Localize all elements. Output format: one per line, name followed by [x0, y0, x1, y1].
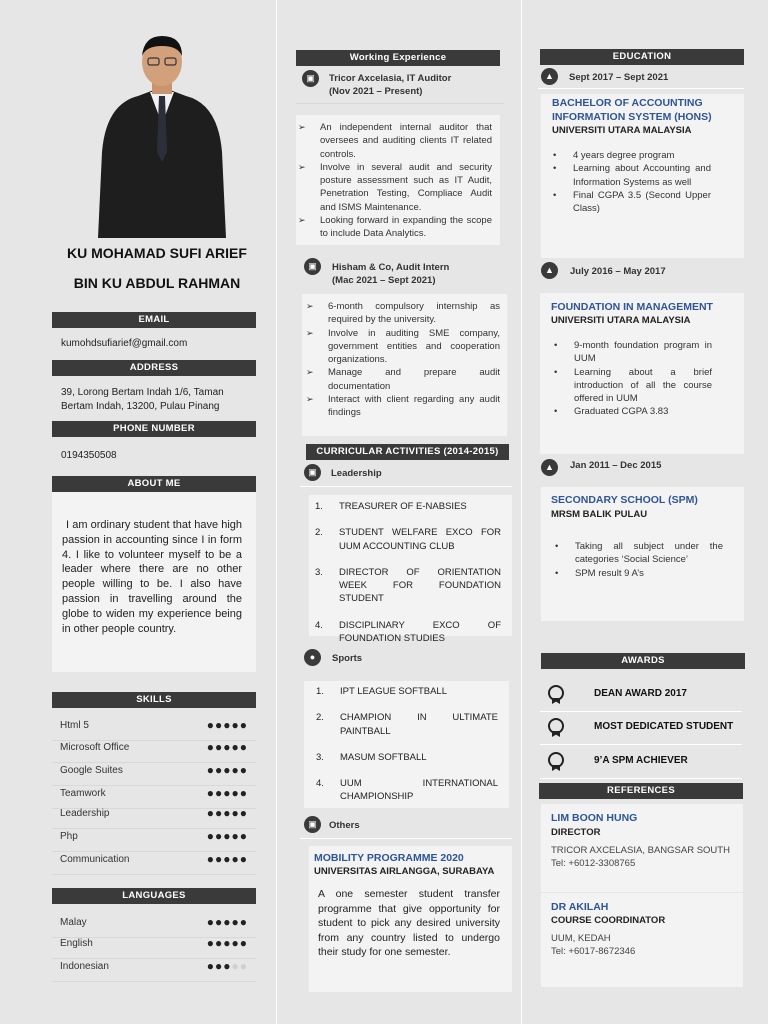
briefcase-icon: ▣ [304, 258, 321, 275]
name-line-1: KU MOHAMAD SUFI ARIEF [67, 245, 247, 261]
education-header: EDUCATION [540, 49, 744, 65]
curricular-header: CURRICULAR ACTIVITIES (2014-2015) [306, 444, 509, 460]
graduation-cap-icon: ▲ [541, 262, 558, 279]
leadership-card [309, 495, 512, 645]
briefcase-icon: ▣ [304, 464, 321, 481]
rating-dot: ● [239, 936, 248, 950]
reference-role: COURSE COORDINATOR [551, 915, 666, 926]
rating-dot: ● [215, 786, 224, 800]
education-points [553, 540, 723, 580]
rating-dot: ● [239, 959, 248, 973]
degree-title: SECONDARY SCHOOL (SPM) [551, 494, 698, 506]
education-point: • 9-month foundation program in UUM [552, 339, 712, 366]
education-points [551, 149, 711, 215]
rating-dot: ● [231, 740, 240, 754]
award-label: DEAN AWARD 2017 [594, 688, 687, 699]
rating-dot: ● [215, 915, 224, 929]
address-value: 39, Lorong Bertam Indah 1/6, Taman Bertam Indah, 13200, Pulau Pinang [61, 387, 224, 412]
job-period: (Mac 2021 – Sept 2021) [332, 275, 436, 286]
skill-row [52, 718, 256, 741]
rating-dot: ● [223, 786, 232, 800]
sports-item: 2. CHAMPION IN ULTIMATE PAINTBALL [316, 712, 498, 737]
skill-row [52, 763, 256, 786]
reference-phone: Tel: +6017-8672346 [551, 946, 636, 957]
skill-row [52, 740, 256, 763]
others-label: Others [329, 820, 360, 831]
reference-org: TRICOR AXCELASIA, BANGSAR SOUTH [551, 845, 730, 856]
job-title [329, 72, 451, 98]
school-name: UNIVERSITI UTARA MALAYSIA [552, 125, 692, 136]
rating-dot: ● [231, 718, 240, 732]
mobility-description: A one semester student transfer programme that give opportunity for student to pick any desired university from any country listed to undergo their study for one semester. [318, 888, 500, 958]
job-title-text: Tricor Axcelasia, IT Auditor [329, 73, 452, 84]
skill-rating [207, 852, 248, 866]
rating-dot: ● [206, 786, 215, 800]
language-row [52, 936, 256, 959]
job-point: ➢ Interact with client regarding any audit findings [304, 393, 500, 420]
education-point: • Learning about Accounting and Information Systems as well [551, 162, 711, 189]
language-label: Malay [60, 917, 87, 928]
job-card [302, 294, 507, 436]
language-rating [207, 959, 248, 973]
rating-dot: ● [231, 852, 240, 866]
divider [538, 88, 744, 89]
divider [300, 486, 512, 487]
education-period: July 2016 – May 2017 [570, 266, 666, 277]
skill-rating [207, 740, 248, 754]
rating-dot: ● [215, 829, 224, 843]
rating-dot: ● [239, 915, 248, 929]
skill-rating [207, 829, 248, 843]
skill-row [52, 829, 256, 852]
rating-dot: ● [223, 915, 232, 929]
experience-header: Working Experience [296, 50, 500, 66]
language-label: Indonesian [60, 961, 109, 972]
rating-dot: ● [215, 852, 224, 866]
phone-header: PHONE NUMBER [52, 421, 256, 437]
leadership-label: Leadership [331, 468, 382, 479]
sports-label: Sports [332, 653, 363, 664]
skill-rating [207, 806, 248, 820]
about-text: I am ordinary student that have high passion in accounting since I in form 4. I like to volunteer myself to be a leader where there are no other people willing to be. I also have passion in travelling around the globe to widen my experience being in other people country. [62, 519, 242, 635]
about-header: ABOUT ME [52, 476, 256, 492]
job-points [296, 121, 492, 241]
skill-label: Microsoft Office [60, 742, 130, 753]
rating-dot: ● [215, 936, 224, 950]
rating-dot: ● [231, 763, 240, 777]
rating-dot: ● [223, 740, 232, 754]
rating-dot: ● [206, 740, 215, 754]
mobility-card [309, 846, 512, 992]
rating-dot: ● [206, 806, 215, 820]
rating-dot: ● [239, 763, 248, 777]
rating-dot: ● [239, 806, 248, 820]
rating-dot: ● [239, 829, 248, 843]
awards-header: AWARDS [541, 653, 745, 669]
education-points [552, 339, 712, 419]
rating-dot: ● [206, 852, 215, 866]
skill-label: Leadership [60, 808, 110, 819]
rating-dot: ● [239, 718, 248, 732]
skill-rating [207, 718, 248, 732]
divider [296, 103, 504, 104]
language-row [52, 915, 256, 938]
school-name: MRSM BALIK PULAU [551, 509, 648, 520]
reference-card [541, 893, 743, 987]
briefcase-icon: ▣ [304, 816, 321, 833]
job-title-text: Hisham & Co, Audit Intern [332, 262, 450, 273]
degree-title: FOUNDATION IN MANAGEMENT [551, 301, 713, 313]
award-label: MOST DEDICATED STUDENT [594, 721, 734, 732]
job-card [296, 115, 500, 245]
job-point: ➢ 6-month compulsory internship as required by the university. [304, 300, 500, 327]
address-header: ADDRESS [52, 360, 256, 376]
sports-card [304, 681, 509, 808]
language-row [52, 959, 256, 982]
rating-dot: ● [215, 959, 224, 973]
rating-dot: ● [215, 718, 224, 732]
rating-dot: ● [231, 959, 240, 973]
rating-dot: ● [206, 829, 215, 843]
rating-dot: ● [239, 852, 248, 866]
name-line-2: BIN KU ABDUL RAHMAN [73, 275, 241, 291]
phone-value: 0194350508 [61, 450, 117, 461]
reference-name: DR AKILAH [551, 901, 609, 913]
rating-dot: ● [206, 763, 215, 777]
skill-label: Google Suites [60, 765, 123, 776]
education-card [540, 293, 744, 454]
skill-rating [207, 786, 248, 800]
reference-phone: Tel: +6012-3308765 [551, 858, 636, 869]
skill-rating [207, 763, 248, 777]
rating-dot: ● [215, 763, 224, 777]
sports-item: 1. IPT LEAGUE SOFTBALL [316, 686, 448, 697]
rating-dot: ● [206, 936, 215, 950]
rating-dot: ● [223, 806, 232, 820]
reference-card [541, 804, 743, 892]
job-title [332, 261, 449, 287]
rating-dot: ● [223, 763, 232, 777]
rating-dot: ● [231, 936, 240, 950]
email-value: kumohdsufiarief@gmail.com [61, 338, 188, 349]
education-card [541, 94, 744, 258]
reference-name: LIM BOON HUNG [551, 812, 638, 824]
graduation-cap-icon: ▲ [541, 459, 558, 476]
ball-icon: ● [304, 649, 321, 666]
job-point: ➢ An independent internal auditor that oversees and auditing clients IT related controls. [296, 121, 492, 161]
rating-dot: ● [206, 718, 215, 732]
briefcase-icon: ▣ [302, 70, 319, 87]
leadership-list [315, 500, 501, 658]
education-point: • Learning about a brief introduction of all the course offered in UUM [552, 366, 712, 406]
medal-icon [548, 718, 564, 734]
mobility-title: MOBILITY PROGRAMME 2020 [314, 852, 464, 864]
rating-dot: ● [223, 959, 232, 973]
education-point: • Taking all subject under the categories ‘Social Science’ [553, 540, 723, 567]
rating-dot: ● [223, 718, 232, 732]
skill-label: Html 5 [60, 720, 89, 731]
reference-role: DIRECTOR [551, 827, 601, 838]
rating-dot: ● [206, 915, 215, 929]
sports-item: 4. UUM INTERNATIONAL CHAMPIONSHIP [316, 778, 498, 803]
skill-label: Teamwork [60, 788, 106, 799]
column-divider [521, 0, 522, 1024]
leadership-item: 4. DISCIPLINARY EXCO OF FOUNDATION STUDIES [315, 619, 501, 645]
medal-icon [548, 752, 564, 768]
job-point: ➢ Involve in auditing SME company, government entities and cooperation organizations. [304, 327, 500, 367]
education-period: Jan 2011 – Dec 2015 [570, 460, 662, 471]
rating-dot: ● [231, 786, 240, 800]
language-rating [207, 936, 248, 950]
rating-dot: ● [231, 806, 240, 820]
education-period: Sept 2017 – Sept 2021 [569, 72, 669, 83]
profile-photo [96, 32, 228, 238]
person-silhouette [96, 32, 228, 238]
references-header: REFERENCES [539, 783, 743, 799]
award-row [540, 712, 742, 745]
rating-dot: ● [206, 959, 215, 973]
email-header: EMAIL [52, 312, 256, 328]
rating-dot: ● [231, 829, 240, 843]
job-points [304, 300, 500, 420]
sports-item: 3. MASUM SOFTBALL [316, 751, 427, 763]
rating-dot: ● [231, 915, 240, 929]
rating-dot: ● [239, 786, 248, 800]
language-rating [207, 915, 248, 929]
language-label: English [60, 938, 93, 949]
graduation-cap-icon: ▲ [541, 68, 558, 85]
skill-row [52, 852, 256, 875]
skill-label: Communication [60, 854, 130, 865]
reference-org: UUM, KEDAH [551, 933, 611, 944]
education-point: • Graduated CGPA 3.83 [552, 405, 712, 418]
skills-header: SKILLS [52, 692, 256, 708]
education-card [541, 487, 744, 621]
award-row [540, 746, 742, 779]
school-name: UNIVERSITI UTARA MALAYSIA [551, 315, 691, 326]
job-point: ➢ Manage and prepare audit documentation [304, 366, 500, 393]
rating-dot: ● [223, 936, 232, 950]
about-card [52, 492, 256, 672]
languages-header: LANGUAGES [52, 888, 256, 904]
rating-dot: ● [223, 852, 232, 866]
skill-label: Php [60, 831, 78, 842]
education-point: • Final CGPA 3.5 (Second Upper Class) [551, 189, 711, 216]
medal-icon [548, 685, 564, 701]
job-point: ➢ Looking forward in expanding the scope to include Data Analytics. [296, 214, 492, 241]
skill-row [52, 806, 256, 829]
degree-title: BACHELOR OF ACCOUNTING INFORMATION SYSTEM (HONS) [552, 97, 712, 123]
rating-dot: ● [215, 806, 224, 820]
award-row [540, 679, 742, 712]
award-label: 9’A SPM ACHIEVER [594, 755, 688, 766]
education-point: • 4 years degree program [551, 149, 711, 162]
sports-list [316, 685, 498, 817]
rating-dot: ● [215, 740, 224, 754]
leadership-item: 2. STUDENT WELFARE EXCO FOR UUM ACCOUNTING CLUB [315, 527, 501, 552]
rating-dot: ● [223, 829, 232, 843]
job-period: (Nov 2021 – Present) [329, 86, 423, 97]
rating-dot: ● [239, 740, 248, 754]
job-point: ➢ Involve in several audit and security posture assessment such as IT Audit, Penetration Testing, Compliace Audit and ISMS Maintenance. [296, 161, 492, 214]
education-point: • SPM result 9 A’s [553, 567, 723, 580]
leadership-item: 1. TREASURER OF E-NABSIES [315, 501, 467, 512]
leadership-item: 3. DIRECTOR OF ORIENTATION WEEK FOR FOUNDATION STUDENT [315, 566, 501, 605]
column-divider [276, 0, 277, 1024]
divider [300, 838, 512, 839]
mobility-university: UNIVERSITAS AIRLANGGA, SURABAYA [314, 866, 495, 877]
